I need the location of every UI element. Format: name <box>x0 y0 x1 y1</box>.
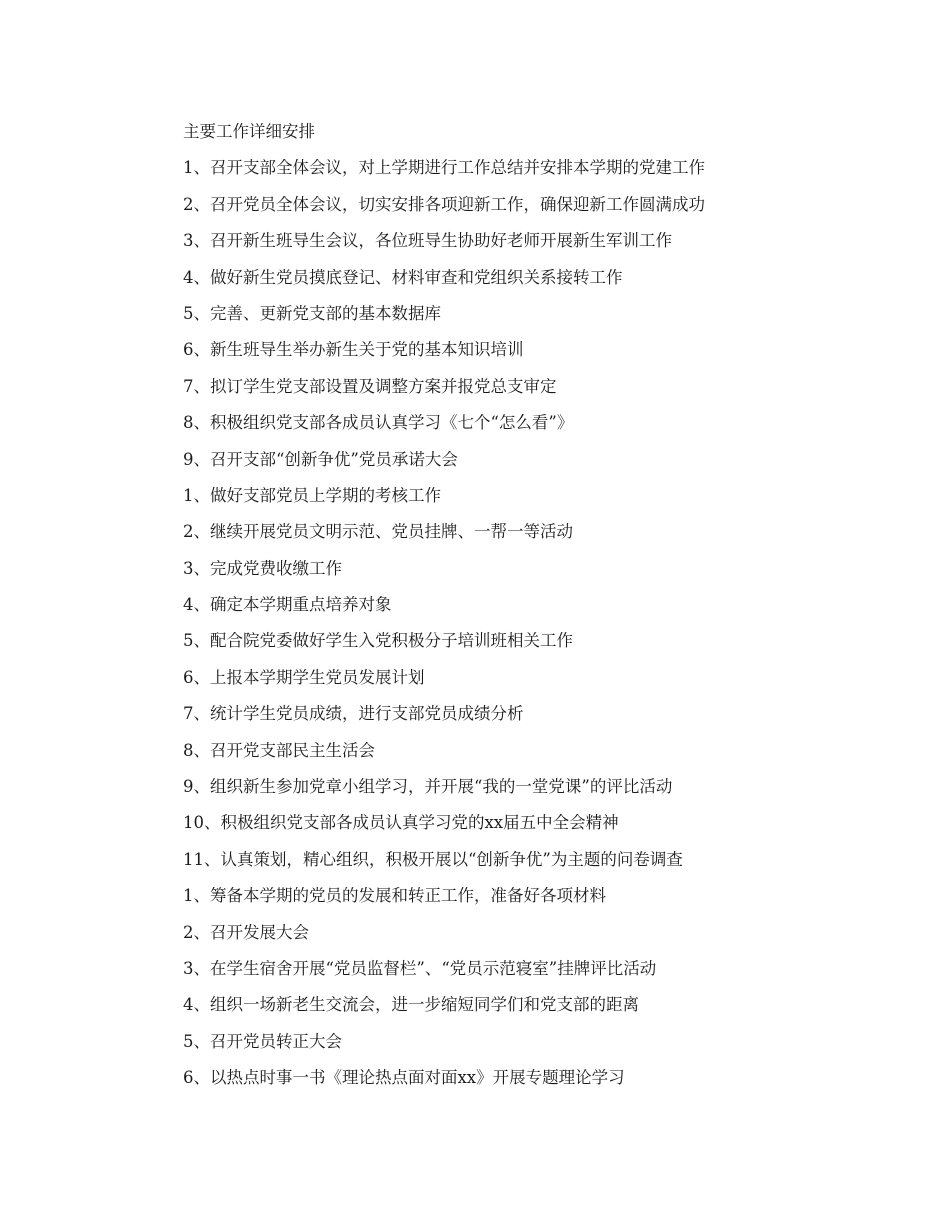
work-item: 7、统计学生党员成绩，进行支部党员成绩分析 <box>183 704 524 724</box>
work-item: 8、召开党支部民主生活会 <box>183 740 375 760</box>
work-item: 1、筹备本学期的党员的发展和转正工作，准备好各项材料 <box>183 886 606 906</box>
work-item: 3、在学生宿舍开展“党员监督栏”、“党员示范寝室”挂牌评比活动 <box>183 958 657 978</box>
work-item: 6、新生班导生举办新生关于党的基本知识培训 <box>183 340 524 360</box>
work-item: 5、召开党员转正大会 <box>183 1031 342 1051</box>
work-item: 1、做好支部党员上学期的考核工作 <box>183 485 441 505</box>
work-item: 3、完成党费收缴工作 <box>183 558 342 578</box>
work-item: 6、以热点时事一书《理论热点面对面xx》开展专题理论学习 <box>183 1068 625 1088</box>
work-item: 7、拟订学生党支部设置及调整方案并报党总支审定 <box>183 376 557 396</box>
work-item: 8、积极组织党支部各成员认真学习《七个“怎么看”》 <box>183 413 574 433</box>
work-item: 5、完善、更新党支部的基本数据库 <box>183 303 441 323</box>
work-item: 3、召开新生班导生会议，各位班导生协助好老师开展新生军训工作 <box>183 231 672 251</box>
work-item: 4、确定本学期重点培养对象 <box>183 595 392 615</box>
work-item: 9、召开支部“创新争优”党员承诺大会 <box>183 449 458 469</box>
work-item: 9、组织新生参加党章小组学习，并开展“我的一堂党课”的评比活动 <box>183 777 673 797</box>
work-item-list <box>183 150 883 1096</box>
work-item: 11、认真策划，精心组织，积极开展以“创新争优”为主题的问卷调查 <box>183 849 683 869</box>
work-item: 4、做好新生党员摸底登记、材料审查和党组织关系接转工作 <box>183 267 623 287</box>
work-item: 4、组织一场新老生交流会，进一步缩短同学们和党支部的距离 <box>183 995 639 1015</box>
work-item: 10、积极组织党支部各成员认真学习党的xx届五中全会精神 <box>183 813 619 833</box>
work-item: 2、召开党员全体会议，切实安排各项迎新工作，确保迎新工作圆满成功 <box>183 194 705 214</box>
work-item: 1、召开支部全体会议，对上学期进行工作总结并安排本学期的党建工作 <box>183 158 705 178</box>
work-item: 2、召开发展大会 <box>183 922 309 942</box>
work-item: 6、上报本学期学生党员发展计划 <box>183 667 425 687</box>
document-body <box>183 114 883 1097</box>
document-heading: 主要工作详细安排 <box>183 122 315 141</box>
work-item: 2、继续开展党员文明示范、党员挂牌、一帮一等活动 <box>183 522 573 542</box>
work-item: 5、配合院党委做好学生入党积极分子培训班相关工作 <box>183 631 573 651</box>
